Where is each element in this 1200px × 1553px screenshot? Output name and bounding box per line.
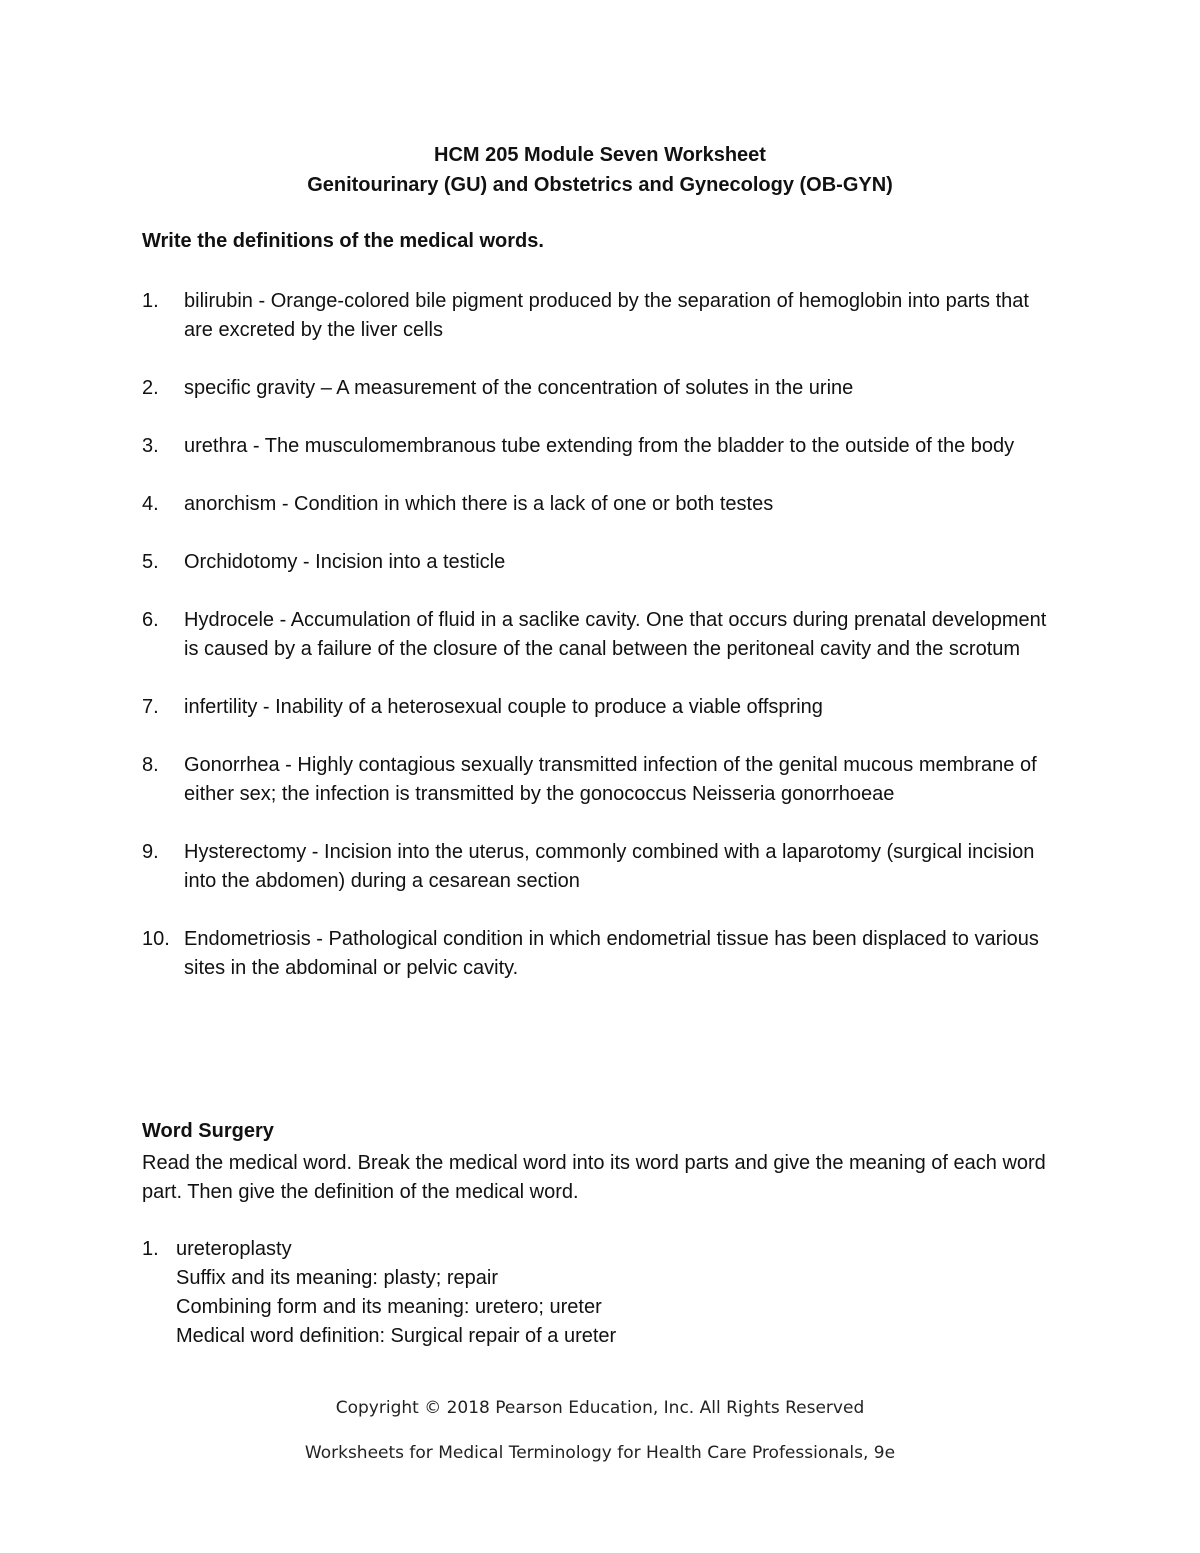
item-number: 7. xyxy=(142,696,159,718)
item-number: 1. xyxy=(142,1238,159,1260)
item-text: Hysterectomy - Incision into the uterus, commonly combined with a laparotomy (surgical incision into the abdomen) during a cesarean section xyxy=(184,841,1035,892)
item-text: urethra - The musculomembranous tube extending from the bladder to the outside of the body xyxy=(184,435,1015,457)
item-text: bilirubin - Orange-colored bile pigment produced by the separation of hemoglobin into parts that are excreted by the liver cells xyxy=(184,290,1029,341)
word-surgery-heading: Word Surgery xyxy=(142,1120,274,1142)
word-surgery-item xyxy=(142,1235,1042,1351)
definitions-instruction: Write the definitions of the medical words. xyxy=(142,230,544,252)
suffix-line: Suffix and its meaning: plasty; repair xyxy=(176,1267,499,1289)
list-item xyxy=(142,432,1062,461)
list-item xyxy=(142,287,1062,345)
item-text: Gonorrhea - Highly contagious sexually transmitted infection of the genital mucous membrane of either sex; the infection is transmitted by the gonococcus Neisseria gonorrhoeae xyxy=(184,754,1037,805)
book-title-footer: Worksheets for Medical Terminology for Health Care Professionals, 9e xyxy=(304,1443,896,1463)
item-text: anorchism - Condition in which there is a lack of one or both testes xyxy=(184,493,774,515)
list-item xyxy=(142,490,1062,519)
item-number: 6. xyxy=(142,609,159,631)
medical-word: ureteroplasty xyxy=(176,1238,292,1260)
list-item xyxy=(142,374,1062,403)
combining-form-line: Combining form and its meaning: uretero; ureter xyxy=(176,1296,602,1318)
definition-line: Medical word definition: Surgical repair of a ureter xyxy=(176,1325,617,1347)
item-text: infertility - Inability of a heterosexual couple to produce a viable offspring xyxy=(184,696,823,718)
item-text: specific gravity – A measurement of the concentration of solutes in the urine xyxy=(184,377,854,399)
list-item xyxy=(142,606,1062,664)
list-item xyxy=(142,751,1062,809)
item-number: 2. xyxy=(142,377,159,399)
item-number: 5. xyxy=(142,551,159,573)
item-number: 1. xyxy=(142,290,159,312)
list-item xyxy=(142,693,1062,722)
item-text: Orchidotomy - Incision into a testicle xyxy=(184,551,506,573)
item-text: Endometriosis - Pathological condition in which endometrial tissue has been displaced to various sites in the abdominal or pelvic cavity. xyxy=(184,928,1039,979)
list-item xyxy=(142,838,1062,896)
word-surgery-instruction: Read the medical word. Break the medical word into its word parts and give the meaning of each word part. Then give the definition of the medical word. xyxy=(142,1152,1046,1203)
list-item xyxy=(142,548,1062,577)
copyright-footer: Copyright © 2018 Pearson Education, Inc. All Rights Reserved xyxy=(335,1398,865,1418)
item-text: Hydrocele - Accumulation of fluid in a saclike cavity. One that occurs during prenatal development is caused by a failure of the closure of the canal between the peritoneal cavity and the scrotum xyxy=(184,609,1047,660)
definitions-list xyxy=(142,287,1062,983)
item-number: 10. xyxy=(142,928,170,950)
item-number: 3. xyxy=(142,435,159,457)
list-item xyxy=(142,925,1062,983)
page-title: HCM 205 Module Seven Worksheet xyxy=(434,144,766,166)
page-subtitle: Genitourinary (GU) and Obstetrics and Gynecology (OB-GYN) xyxy=(307,174,893,196)
item-number: 4. xyxy=(142,493,159,515)
item-number: 9. xyxy=(142,841,159,863)
item-number: 8. xyxy=(142,754,159,776)
